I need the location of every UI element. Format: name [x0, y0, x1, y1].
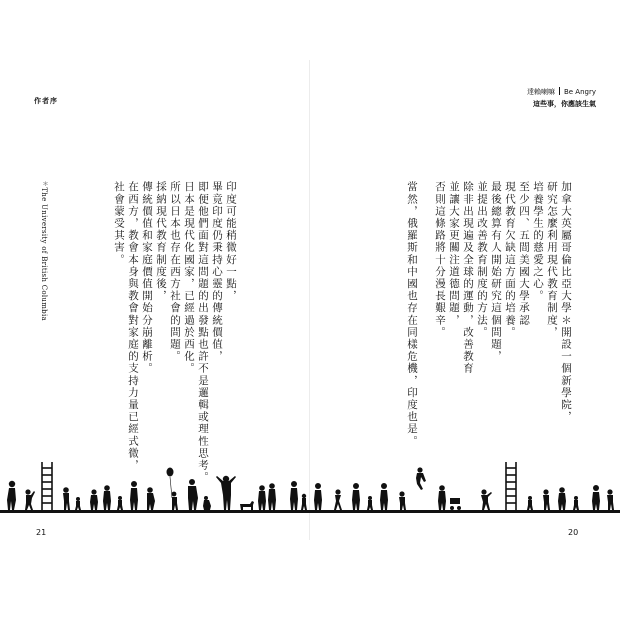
- person-silhouette: [314, 483, 322, 510]
- left-text-column: 印度可能稍微好一點，: [225, 181, 237, 302]
- left-text-column: 所以日本也存在西方社會的問題。: [169, 181, 181, 363]
- person-silhouette: [63, 487, 70, 510]
- person-silhouette: [558, 487, 566, 510]
- right-text-column: 當然，俄羅斯和中國也存在同樣危機，印度也是。: [406, 181, 418, 448]
- person-silhouette: [90, 489, 98, 510]
- right-text-column: 現代教育欠缺這方面的培養。: [504, 181, 516, 339]
- ground-line: [0, 510, 620, 513]
- people-silhouette-illustration: [0, 448, 620, 520]
- person-silhouette: [216, 476, 236, 510]
- climber-silhouette: [416, 467, 426, 490]
- left-text-column: 日本是現代化國家，已經過於西化。: [183, 181, 195, 375]
- right-text-column: 除非出現遍及全球的運動，改善教育: [462, 181, 474, 375]
- running-header-subtitle: 這些事，你應該生氣: [533, 100, 596, 108]
- person-silhouette: [290, 481, 298, 510]
- person-silhouette: [172, 492, 178, 510]
- person-silhouette: [334, 489, 342, 510]
- running-header-right: [527, 87, 596, 97]
- person-silhouette: [268, 483, 276, 510]
- footnote-text: The University of British Columbia: [40, 187, 48, 321]
- right-text-column: 至少四、五間美國大學承認: [518, 181, 530, 327]
- person-silhouette: [380, 483, 388, 510]
- right-text-column: 最後總算有人開始研究這個問題，: [490, 181, 502, 363]
- person-silhouette: [399, 491, 406, 510]
- left-text-column: 即便他們面對這問題的出發點也許不是邏輯或理性思考。: [197, 181, 209, 484]
- child-silhouette: [301, 494, 307, 510]
- person-silhouette: [543, 489, 550, 510]
- running-header-left: 作者序: [34, 97, 58, 105]
- footnote-mark: ＊: [41, 181, 48, 188]
- person-silhouette: [352, 483, 360, 510]
- person-silhouette: [438, 485, 446, 510]
- header-separator: [559, 87, 560, 95]
- person-silhouette: [258, 485, 266, 510]
- child-silhouette: [117, 496, 123, 510]
- page-number-right: 20: [568, 528, 579, 537]
- child-silhouette: [75, 497, 81, 510]
- page-number-left: 21: [36, 528, 47, 537]
- person-silhouette: [7, 481, 16, 510]
- person-silhouette: [130, 481, 138, 510]
- child-silhouette: [367, 496, 373, 510]
- child-silhouette: [203, 496, 211, 510]
- footnote: [40, 181, 49, 321]
- right-text-column: 加拿大英屬哥倫比亞大學＊開設一個新學院，: [560, 181, 572, 423]
- person-silhouette: [592, 485, 600, 510]
- person-silhouette: [103, 485, 111, 510]
- child-silhouette: [527, 496, 533, 510]
- ladder-left: [42, 462, 52, 510]
- right-text-column: 並提出改善教育制度的方法。: [476, 181, 488, 339]
- person-silhouette: [481, 489, 492, 510]
- person-silhouette: [147, 487, 155, 510]
- person-silhouette: [607, 489, 614, 510]
- person-silhouette: [188, 479, 198, 510]
- left-text-column: 社會蒙受其害。: [113, 181, 125, 266]
- left-text-column: 採納現代教育制度後，: [155, 181, 167, 302]
- right-text-column: 研究怎麼利用現代教育制度，: [546, 181, 558, 339]
- right-text-column: 並讓大家更關注道德問題，: [448, 181, 460, 327]
- header-title-en: Be Angry: [563, 88, 596, 96]
- left-text-column: 在西方，教會本身與教會對家庭的支持力量已經式微，: [127, 181, 139, 472]
- left-text-column: 畢竟印度仍秉持心靈的傳統價值，: [211, 181, 223, 363]
- right-text-column: 否則這條路將十分漫長艱辛。: [434, 181, 446, 339]
- child-silhouette: [573, 496, 579, 510]
- person-silhouette: [25, 489, 35, 510]
- stroller-icon: [450, 498, 461, 510]
- header-title-cn: 達賴喇嘛: [526, 88, 555, 96]
- left-text-column: 傳統價值和家庭價值開始分崩離析。: [141, 181, 153, 375]
- dog-silhouette: [240, 501, 254, 510]
- right-text-column: 培養學生的慈愛之心。: [532, 181, 544, 302]
- ladder-right: [506, 462, 516, 510]
